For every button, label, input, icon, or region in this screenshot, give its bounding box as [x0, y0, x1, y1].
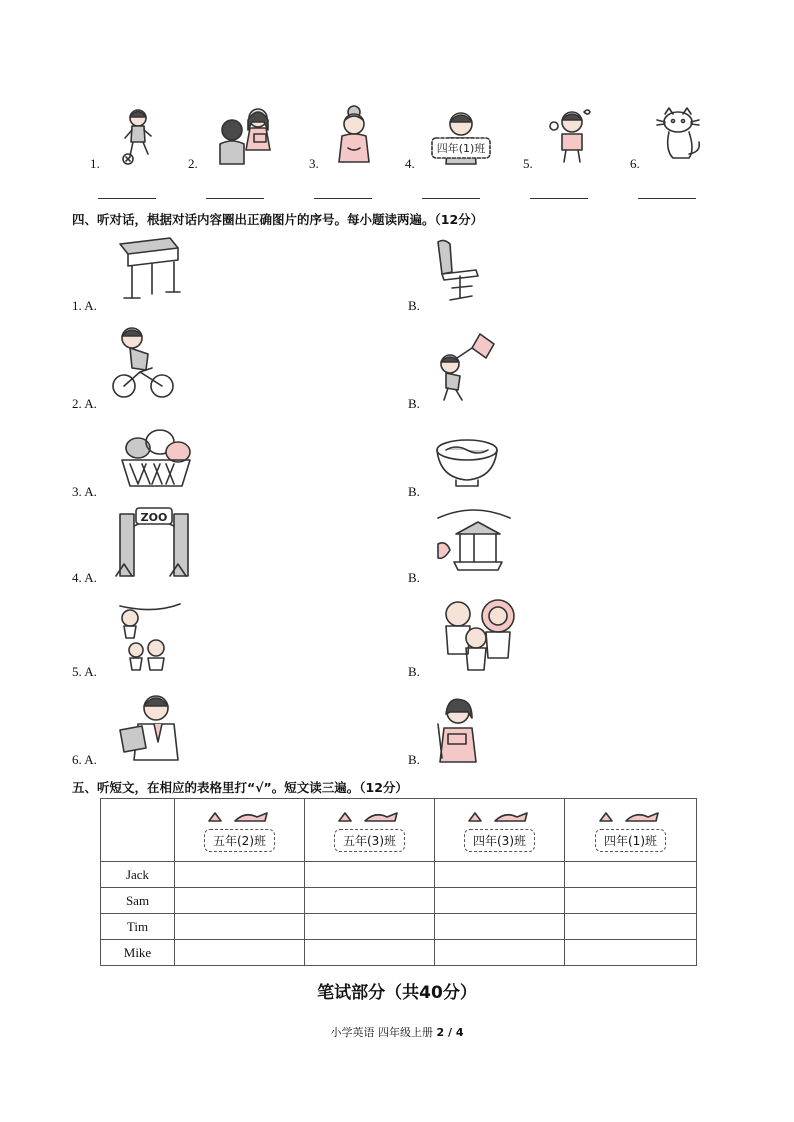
noodle-bowl-icon[interactable] — [434, 436, 500, 488]
check-cell[interactable] — [435, 940, 565, 966]
option-a-label: 5. A. — [72, 664, 97, 679]
item-number: 4. — [405, 156, 415, 171]
section5-title: 五、听短文，在相应的表格里打“√”。短文读三遍。（12分） — [72, 780, 408, 795]
student-name: Sam — [101, 888, 175, 914]
check-cell[interactable] — [565, 940, 697, 966]
check-cell[interactable] — [305, 888, 435, 914]
option-a-label: 3. A. — [72, 484, 97, 499]
student-name: Jack — [101, 862, 175, 888]
check-cell[interactable] — [565, 888, 697, 914]
chair-icon[interactable] — [432, 236, 484, 308]
option-b-label: B. — [408, 570, 420, 585]
student-name: Tim — [101, 914, 175, 940]
answer-blank[interactable] — [422, 198, 480, 199]
check-cell[interactable] — [435, 914, 565, 940]
class-header-cell — [435, 799, 565, 862]
table-row — [101, 888, 697, 914]
option-b-label: B. — [408, 752, 420, 767]
boy-class-sign-icon — [428, 104, 494, 166]
foxes-icon — [205, 809, 275, 825]
check-cell[interactable] — [305, 940, 435, 966]
check-cell[interactable] — [175, 888, 305, 914]
option-a-label: 6. A. — [72, 752, 97, 767]
student-name: Mike — [101, 940, 175, 966]
check-cell[interactable] — [305, 914, 435, 940]
answer-blank[interactable] — [638, 198, 696, 199]
table-corner-cell — [101, 799, 175, 862]
class-sign: 五年(3)班 — [334, 829, 405, 852]
option-a-label: 4. A. — [72, 570, 97, 585]
table-header-row — [101, 799, 697, 862]
answer-blank[interactable] — [314, 198, 372, 199]
grandma-icon — [333, 104, 375, 166]
check-cell[interactable] — [565, 862, 697, 888]
option-b-label: B. — [408, 664, 420, 679]
class-sign-text: 四年(1)班 — [436, 142, 486, 155]
item-number: 3. — [309, 156, 319, 171]
boy-bike-icon[interactable] — [112, 324, 174, 402]
desk-icon[interactable] — [116, 236, 182, 306]
class-sign: 五年(2)班 — [204, 829, 275, 852]
item-number: 6. — [630, 156, 640, 171]
zoo-gate-icon[interactable] — [114, 504, 194, 580]
zoo-sign-text: ZOO — [140, 511, 168, 524]
lions-icon[interactable] — [436, 596, 522, 676]
page-number: 2 / 4 — [436, 1026, 464, 1039]
check-cell[interactable] — [175, 940, 305, 966]
two-girls-icon — [212, 104, 276, 168]
girl-eating-icon[interactable] — [432, 694, 484, 764]
written-part-heading: 笔试部分（共40分） — [317, 983, 477, 1003]
answer-blank[interactable] — [530, 198, 588, 199]
check-cell[interactable] — [305, 862, 435, 888]
class-header-cell — [565, 799, 697, 862]
foxes-icon — [596, 809, 666, 825]
class-sign: 四年(1)班 — [595, 829, 666, 852]
check-cell[interactable] — [565, 914, 697, 940]
boy-reading-icon[interactable] — [116, 690, 188, 762]
option-b-label: B. — [408, 484, 420, 499]
class-sign: 四年(3)班 — [464, 829, 535, 852]
monkeys-icon[interactable] — [114, 600, 184, 674]
table-row — [101, 940, 697, 966]
check-cell[interactable] — [175, 862, 305, 888]
foxes-icon — [465, 809, 535, 825]
boy-thinking-icon — [546, 106, 592, 164]
answer-blank[interactable] — [98, 198, 156, 199]
check-cell[interactable] — [435, 888, 565, 914]
check-cell[interactable] — [175, 914, 305, 940]
item-number: 5. — [523, 156, 533, 171]
foxes-icon — [335, 809, 405, 825]
footer-text: 小学英语 四年级上册 — [330, 1026, 433, 1039]
class-header-cell — [175, 799, 305, 862]
item-number: 1. — [90, 156, 100, 171]
vegetable-basket-icon[interactable] — [116, 424, 196, 492]
pavilion-icon[interactable] — [434, 504, 514, 578]
item-number: 2. — [188, 156, 198, 171]
check-cell[interactable] — [435, 862, 565, 888]
section4-title: 四、听对话，根据对话内容圈出正确图片的序号。每小题读两遍。（12分） — [72, 212, 484, 227]
table-row — [101, 862, 697, 888]
answer-table — [100, 798, 697, 966]
boy-soccer-icon — [118, 106, 158, 166]
option-a-label: 1. A. — [72, 298, 97, 313]
cat-icon — [655, 106, 705, 164]
answer-blank[interactable] — [206, 198, 264, 199]
table-row — [101, 914, 697, 940]
class-header-cell — [305, 799, 435, 862]
boy-kite-icon[interactable] — [432, 330, 502, 404]
page-footer — [0, 1024, 794, 1040]
option-b-label: B. — [408, 396, 420, 411]
option-a-label: 2. A. — [72, 396, 97, 411]
option-b-label: B. — [408, 298, 420, 313]
